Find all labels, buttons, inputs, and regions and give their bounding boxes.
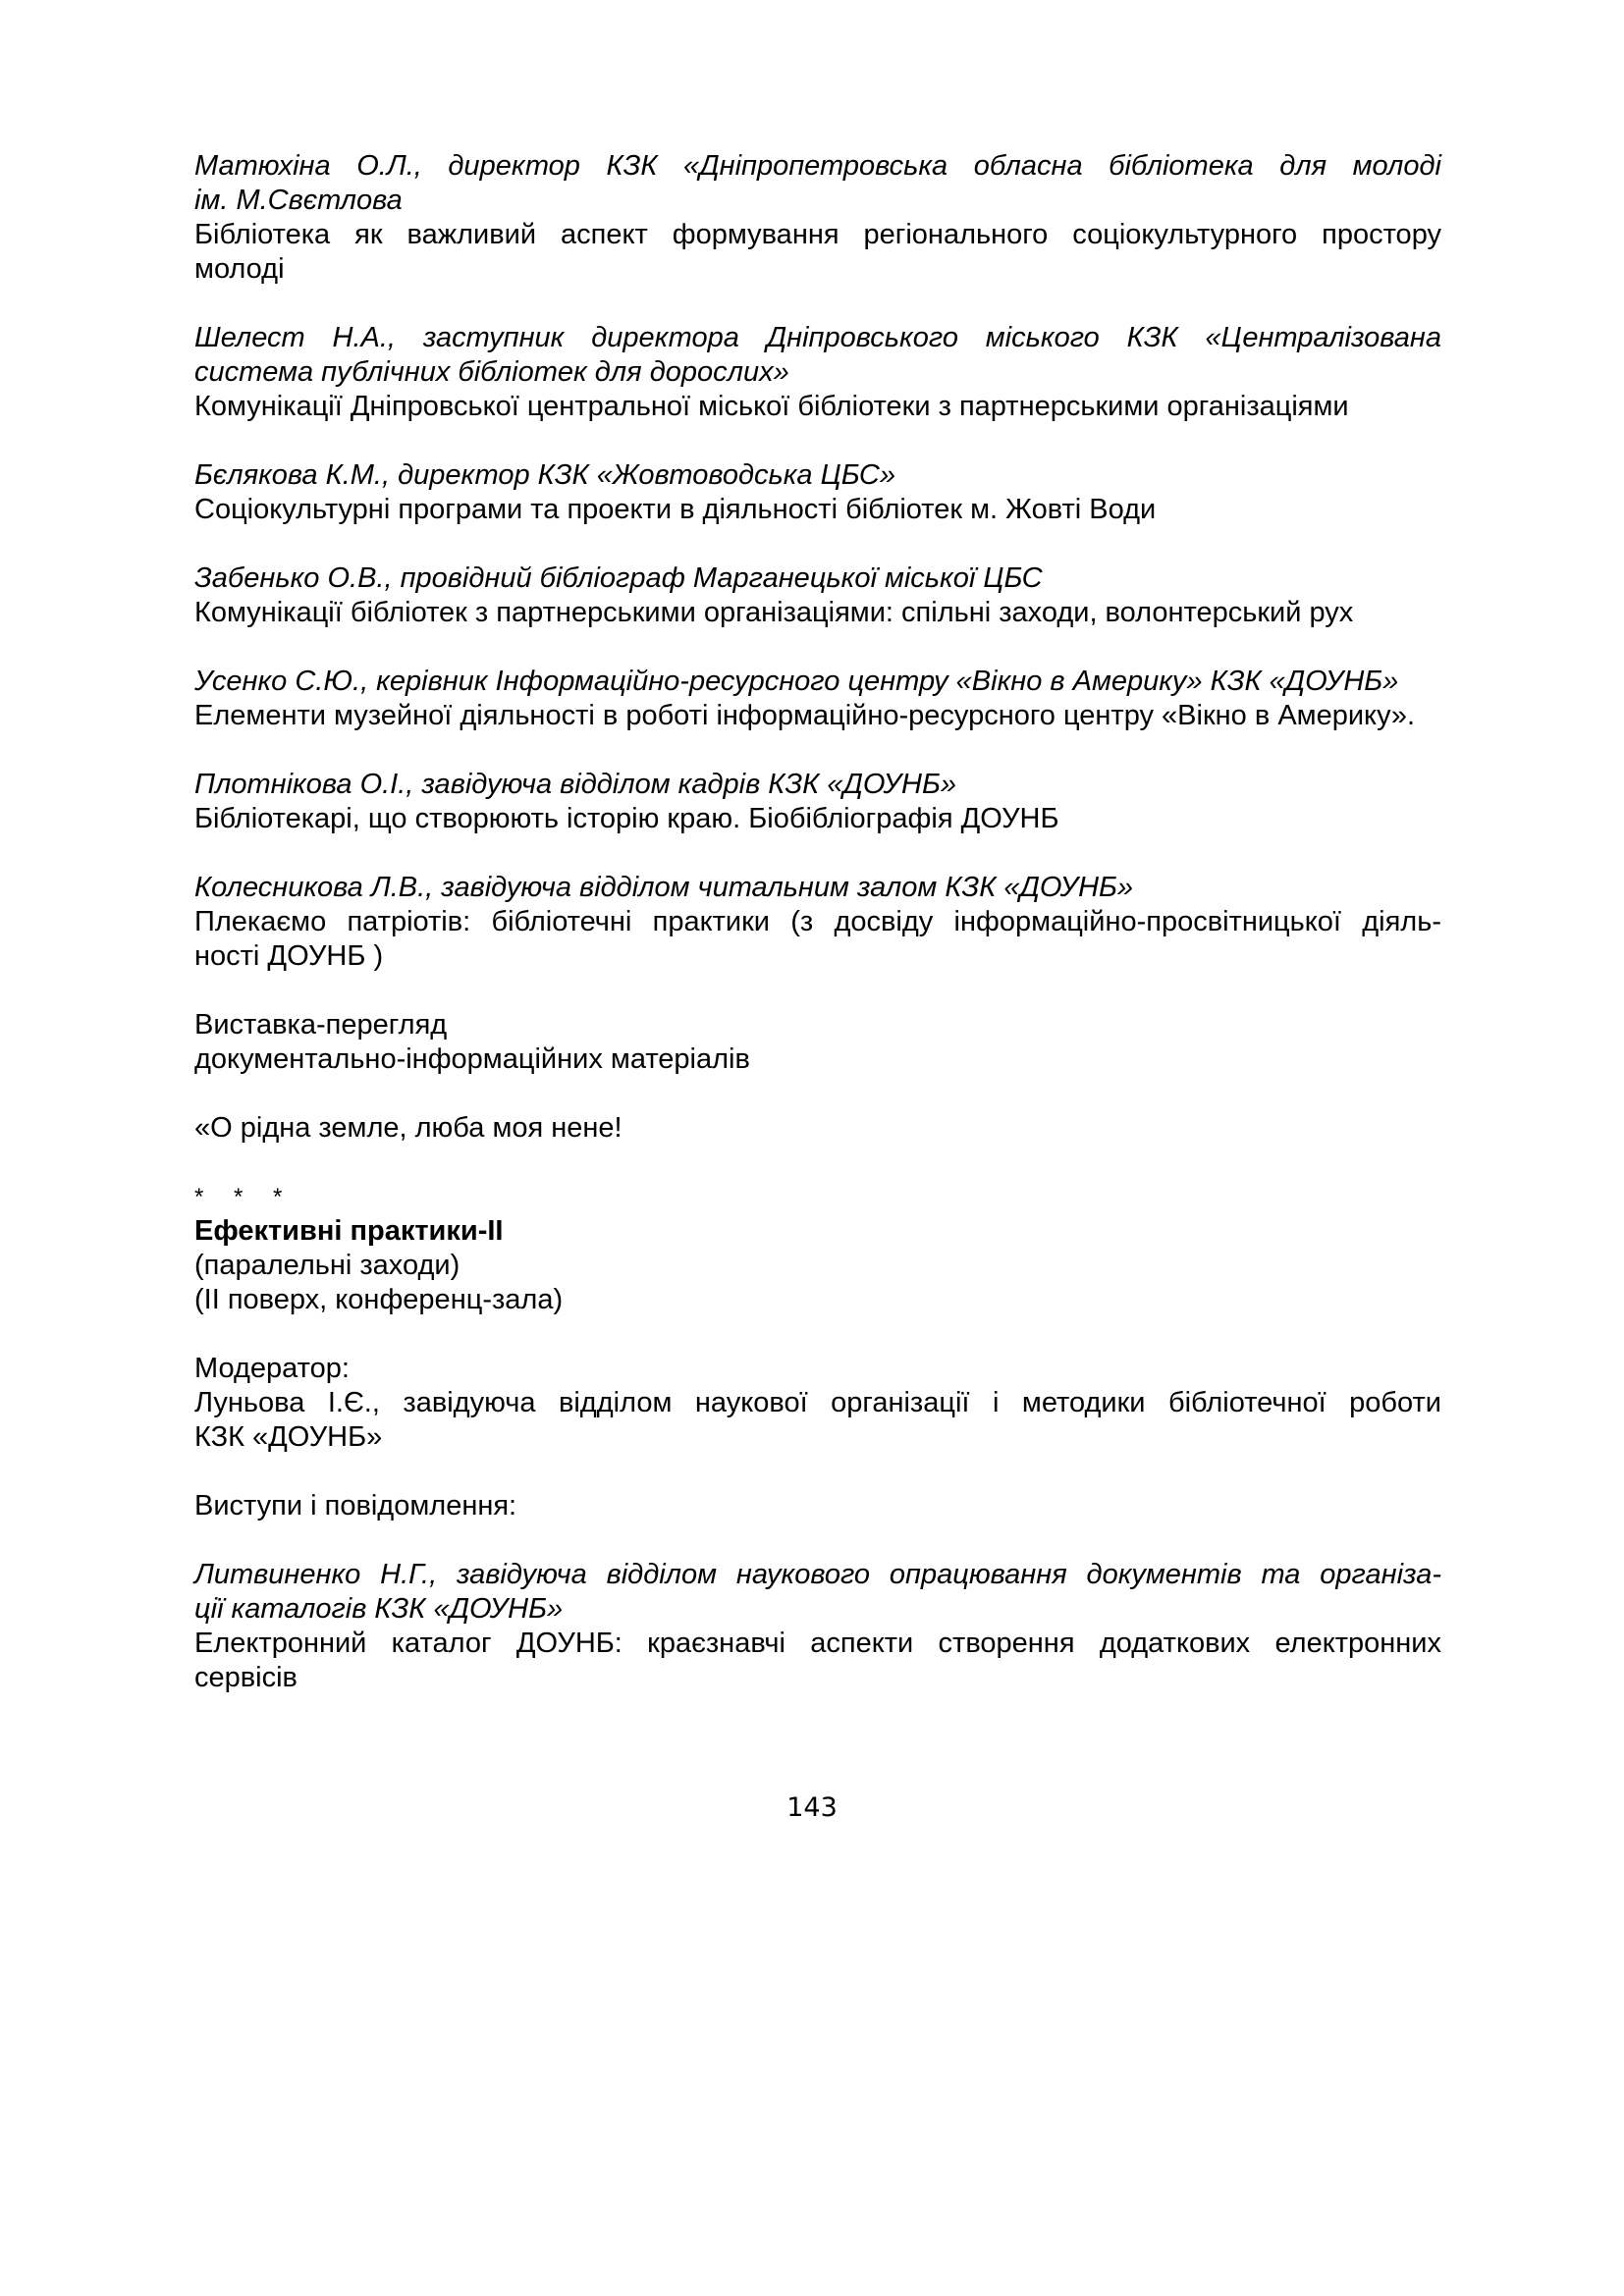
entry-author: система публічних бібліотек для дорослих» [194, 356, 789, 388]
spacer [194, 424, 1441, 458]
entry-author: Усенко С.Ю., керівник Інформаційно-ресурсного центру «Вікно в Америку» КЗК «ДОУНБ» [194, 666, 1399, 697]
entry-topic: Плекаємо патріотів: бібліотечні практики (з досвіду інформаційно-просвітницької діяль- [194, 906, 1441, 937]
spacer [194, 836, 1441, 871]
program-entry [194, 768, 1441, 836]
section-title: Ефективні практики-II [194, 1215, 504, 1247]
entry-author: Матюхіна О.Л., директор КЗК «Дніпропетровська обласна бібліотека для молоді [194, 150, 1441, 182]
entry-author: Шелест Н.А., заступник директора Дніпровського міського КЗК «Централізована [194, 322, 1441, 353]
spacer [194, 1077, 1441, 1111]
spacer [194, 1317, 1441, 1352]
entry-topic: Соціокультурні програми та проекти в діяльності бібліотек м. Жовті Води [194, 494, 1157, 525]
entry-topic: Бібліотека як важливий аспект формування регіонального соціокультурного простору [194, 219, 1441, 250]
entry-author: Бєлякова К.М., директор КЗК «Жовтоводська ЦБС» [194, 459, 895, 491]
entry-author: Плотнікова О.І., завідуюча відділом кадрів КЗК «ДОУНБ» [194, 769, 956, 800]
spacer [194, 1523, 1441, 1558]
section-header [194, 1214, 1441, 1317]
spacer [194, 527, 1441, 561]
spacer [194, 1455, 1441, 1489]
moderator-block [194, 1352, 1441, 1455]
program-entry [194, 871, 1441, 974]
entry-topic: Електронний каталог ДОУНБ: краєзнавчі аспекти створення додаткових електронних [194, 1628, 1441, 1659]
entry-author: ції каталогів КЗК «ДОУНБ» [194, 1593, 564, 1625]
page-content [194, 149, 1441, 1695]
entry-topic: ності ДОУНБ ) [194, 940, 384, 972]
entry-topic: Комунікації бібліотек з партнерськими організаціями: спільні заходи, волонтерський рух [194, 597, 1354, 628]
entry-topic: молоді [194, 253, 285, 285]
program-entry [194, 1558, 1441, 1695]
moderator-name: КЗК «ДОУНБ» [194, 1421, 383, 1453]
entry-topic: Комунікації Дніпровської центральної міської бібліотеки з партнерськими організаціями [194, 391, 1349, 422]
exhibition-title: «О рідна земле, люба моя нене! [194, 1112, 623, 1144]
entry-author: ім. М.Свєтлова [194, 185, 403, 216]
spacer [194, 630, 1441, 665]
entry-author: Забенько О.В., провідний бібліограф Марганецької міської ЦБС [194, 562, 1043, 594]
exhibition-block [194, 1008, 1441, 1146]
section-subtitle: (II поверх, конференц-зала) [194, 1284, 564, 1315]
exhibition-label: Виставка-перегляд [194, 1009, 448, 1041]
program-entry [194, 561, 1441, 630]
program-entry [194, 458, 1441, 527]
page-number: 143 [786, 1792, 838, 1823]
talks-label: Виступи і повідомлення: [194, 1490, 517, 1522]
entry-author: Литвиненко Н.Г., завідуюча відділом наукового опрацювання документів та організа- [194, 1559, 1441, 1590]
entry-author: Колесникова Л.В., завідуюча відділом читальним залом КЗК «ДОУНБ» [194, 872, 1134, 903]
moderator-name: Луньова І.Є., завідуюча відділом наукової організації і методики бібліотечної роботи [194, 1387, 1441, 1418]
section-subtitle: (паралельні заходи) [194, 1250, 460, 1281]
spacer [194, 974, 1441, 1008]
entry-topic: Бібліотекарі, що створюють історію краю. Біобібліографія ДОУНБ [194, 803, 1059, 834]
spacer [194, 287, 1441, 321]
entry-topic: сервісів [194, 1662, 298, 1693]
moderator-label: Модератор: [194, 1353, 350, 1384]
section-separator: * * * [194, 1184, 295, 1210]
spacer [194, 1146, 1441, 1180]
program-entry [194, 321, 1441, 424]
spacer [194, 733, 1441, 768]
entry-topic: Елементи музейної діяльності в роботі інформаційно-ресурсного центру «Вікно в Америку». [194, 700, 1416, 731]
program-entry [194, 149, 1441, 287]
program-entry [194, 665, 1441, 733]
exhibition-label: документально-інформаційних матеріалів [194, 1043, 750, 1075]
